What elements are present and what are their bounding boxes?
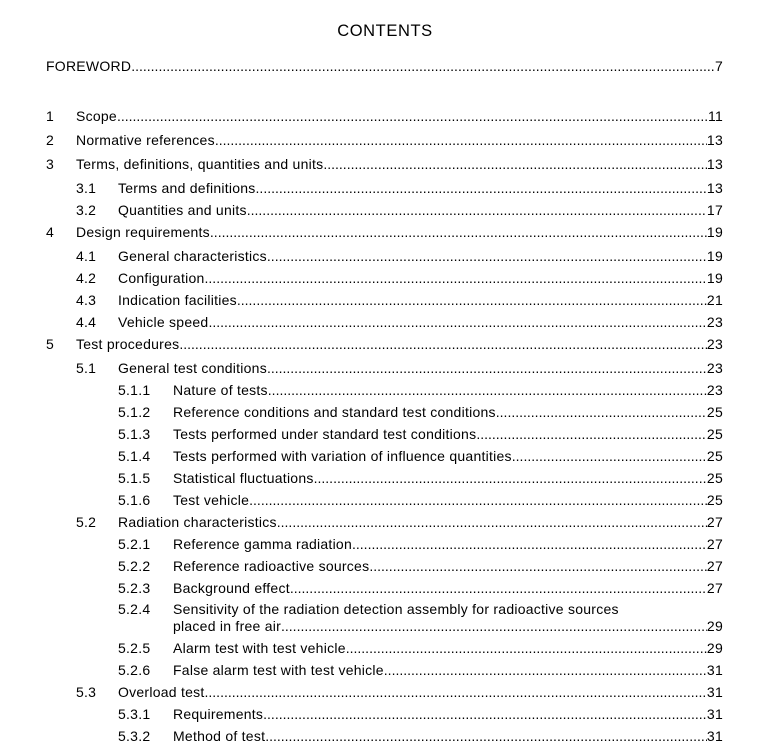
toc-label: Requirements — [173, 706, 264, 722]
toc-number: 5.2.1 — [118, 536, 151, 552]
toc-label: Alarm test with test vehicle — [173, 640, 346, 656]
dot-leader — [476, 426, 707, 443]
dot-leader — [267, 248, 707, 265]
toc-page: 23 — [706, 360, 723, 376]
toc-number: 5.2.3 — [118, 580, 151, 596]
toc-page: 27 — [706, 514, 723, 530]
toc-number: 3 — [46, 156, 55, 172]
toc-page: 13 — [706, 132, 723, 148]
toc-label: Nature of tests — [173, 382, 268, 398]
toc-number: 2 — [46, 132, 55, 148]
toc-label: Scope — [76, 108, 117, 124]
toc-label: Method of test — [173, 728, 266, 744]
toc-label: Indication facilities — [118, 292, 237, 308]
toc-number: 5.3.2 — [118, 728, 151, 744]
toc-page: 25 — [706, 470, 723, 486]
toc-number: 5.1.4 — [118, 448, 151, 464]
toc-label: General test conditions — [118, 360, 267, 376]
toc-label: Test procedures — [76, 336, 180, 352]
dot-leader — [210, 224, 707, 241]
toc-label: Sensitivity of the radiation detection assembly for radioactive sources — [173, 601, 619, 617]
toc-label: FOREWORD — [46, 58, 132, 74]
toc-label: Normative references — [76, 132, 215, 148]
toc-label: Tests performed under standard test conditions — [173, 426, 477, 442]
toc-number: 5.3.1 — [118, 706, 151, 722]
toc-page: 27 — [706, 536, 723, 552]
toc-number: 3.2 — [76, 202, 97, 218]
toc-label: False alarm test with test vehicle — [173, 662, 384, 678]
toc-label: Terms and definitions — [118, 180, 256, 196]
dot-leader — [205, 270, 707, 287]
dot-leader — [290, 580, 707, 597]
page-title: CONTENTS — [337, 22, 433, 40]
toc-label: Tests performed with variation of influence quantities — [173, 448, 512, 464]
toc-label: Quantities and units — [118, 202, 247, 218]
toc-page: 19 — [706, 270, 723, 286]
dot-leader — [352, 536, 707, 553]
toc-page: 31 — [706, 706, 723, 722]
toc-number: 5.1.2 — [118, 404, 151, 420]
toc-page: 17 — [706, 202, 723, 218]
dot-leader — [346, 640, 707, 657]
toc-number: 5.2 — [76, 514, 97, 530]
toc-number: 5.1.5 — [118, 470, 151, 486]
toc-number: 4.2 — [76, 270, 97, 286]
toc-page: 31 — [706, 684, 723, 700]
toc-page: 27 — [706, 558, 723, 574]
dot-leader — [208, 314, 706, 331]
toc-page: 21 — [706, 292, 723, 308]
toc-page: 11 — [707, 108, 723, 124]
toc-page: 23 — [706, 314, 723, 330]
dot-leader — [314, 470, 707, 487]
toc-page: 19 — [706, 224, 723, 240]
dot-leader — [384, 662, 707, 679]
toc-label: Vehicle speed — [118, 314, 209, 330]
toc-page: 13 — [706, 156, 723, 172]
dot-leader — [323, 156, 707, 173]
toc-number: 4 — [46, 224, 55, 240]
dot-leader — [496, 404, 707, 421]
toc-label: Design requirements — [76, 224, 210, 240]
dot-leader — [369, 558, 707, 575]
dot-leader — [237, 292, 707, 309]
dot-leader — [179, 336, 707, 353]
toc-page: 25 — [706, 448, 723, 464]
toc-label: Reference gamma radiation — [173, 536, 353, 552]
dot-leader — [268, 382, 707, 399]
toc-label: Background effect — [173, 580, 290, 596]
toc-number: 1 — [46, 108, 55, 124]
toc-page: 29 — [706, 640, 723, 656]
dot-leader — [281, 618, 707, 635]
toc-number: 5.1 — [76, 360, 97, 376]
toc-label: Terms, definitions, quantities and units — [76, 156, 324, 172]
toc-label: Reference radioactive sources — [173, 558, 370, 574]
toc-page: 29 — [706, 618, 723, 634]
toc-number: 5.2.5 — [118, 640, 151, 656]
toc-page: 19 — [706, 248, 723, 264]
toc-number: 5.1.3 — [118, 426, 151, 442]
toc-number: 4.1 — [76, 248, 97, 264]
toc-number: 5.2.2 — [118, 558, 151, 574]
dot-leader — [277, 514, 707, 531]
dot-leader — [205, 684, 707, 701]
toc-label: Configuration — [118, 270, 205, 286]
toc-page: 27 — [706, 580, 723, 596]
toc-page: 31 — [706, 728, 723, 744]
toc-label: Test vehicle — [173, 492, 250, 508]
dot-leader — [131, 58, 715, 75]
toc-page: 13 — [706, 180, 723, 196]
toc-page: 7 — [714, 58, 723, 74]
toc-label: General characteristics — [118, 248, 267, 264]
toc-label: Statistical fluctuations — [173, 470, 314, 486]
toc-number: 3.1 — [76, 180, 97, 196]
toc-number: 5 — [46, 336, 55, 352]
toc-number: 5.3 — [76, 684, 97, 700]
dot-leader — [249, 492, 707, 509]
dot-leader — [265, 728, 707, 745]
toc-number: 5.2.6 — [118, 662, 151, 678]
toc-label: Reference conditions and standard test conditions — [173, 404, 496, 420]
toc-number: 4.3 — [76, 292, 97, 308]
dot-leader — [256, 180, 707, 197]
toc-page: 31 — [706, 662, 723, 678]
dot-leader — [215, 132, 707, 149]
toc-page: 23 — [706, 382, 723, 398]
toc-page: 25 — [706, 404, 723, 420]
toc-label: Overload test — [118, 684, 205, 700]
toc-page: 25 — [706, 426, 723, 442]
toc-number: 5.2.4 — [118, 601, 151, 617]
dot-leader — [263, 706, 707, 723]
toc-number: 4.4 — [76, 314, 97, 330]
toc-label: Radiation characteristics — [118, 514, 277, 530]
dot-leader — [512, 448, 707, 465]
toc-page: 25 — [706, 492, 723, 508]
toc-number: 5.1.1 — [118, 382, 151, 398]
dot-leader — [247, 202, 707, 219]
toc-label-continued: placed in free air — [173, 618, 282, 634]
toc-number: 5.1.6 — [118, 492, 151, 508]
toc-page: 23 — [706, 336, 723, 352]
dot-leader — [117, 108, 708, 125]
dot-leader — [267, 360, 707, 377]
